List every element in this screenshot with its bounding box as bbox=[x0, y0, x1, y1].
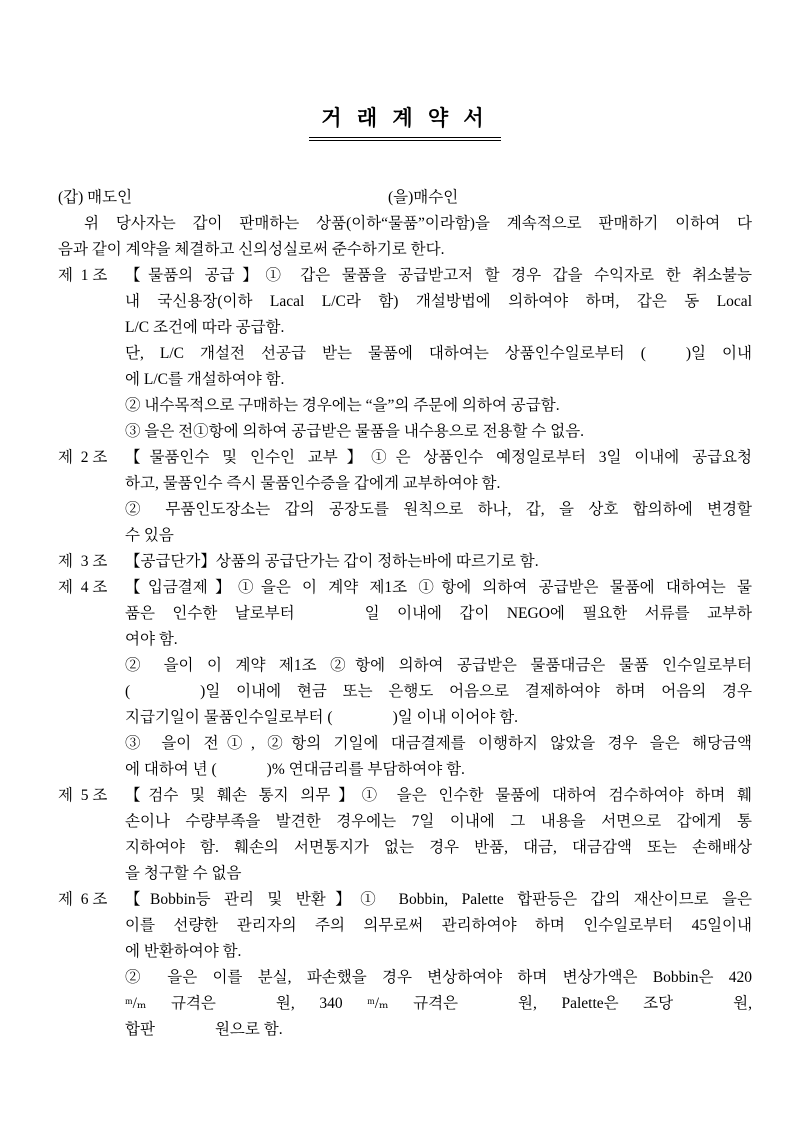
article-line: 품은 인수한 날로부터 일 이내에 갑이 NEGO에 필요한 서류를 교부하 bbox=[125, 605, 752, 622]
article bbox=[58, 887, 752, 1043]
article-number: 제 4 조 bbox=[58, 579, 108, 596]
article-body bbox=[125, 887, 752, 1043]
article-line: ② 을이 이 계약 제1조 ②항에 의하여 공급받은 물품대금은 물품 인수일로부터 bbox=[125, 657, 752, 674]
article-line: 여야 함. bbox=[125, 631, 178, 648]
intro-paragraph bbox=[58, 211, 752, 263]
article-line: 수 있음 bbox=[125, 527, 174, 544]
article-body bbox=[125, 575, 752, 783]
article-line: 【물품의 공급】① 갑은 물품을 공급받고저 할 경우 갑을 수익자로 한 취소불능 bbox=[125, 267, 752, 284]
blank-fill-in bbox=[217, 773, 267, 774]
article-line: 【Bobbin등 관리 및 반환】① Bobbin, Palette 합판등은 갑의 재산이므로 을은 bbox=[125, 891, 752, 908]
blank-fill-in bbox=[155, 1033, 215, 1034]
document-body bbox=[58, 185, 752, 1043]
article-line: 손이나 수량부족을 발견한 경우에는 7일 이내에 그 내용을 서면으로 갑에게 통 bbox=[125, 813, 752, 830]
article-line: 【물품인수 및 인수인 교부】①은 상품인수 예정일로부터 3일 이내에 공급요청 bbox=[125, 449, 752, 466]
article-body bbox=[125, 263, 752, 445]
article-number: 제 6 조 bbox=[58, 891, 108, 908]
article-body bbox=[125, 445, 752, 549]
article-line: 단, L/C 개설전 선공급 받는 물품에 대하여는 상품인수일로부터 ( )일 이내 bbox=[125, 345, 752, 362]
blank-fill-in bbox=[295, 617, 365, 618]
article-line: ③ 을이 전①, ②항의 기일에 대금결제를 이행하지 않았을 경우 을은 해당금액 bbox=[125, 735, 752, 752]
article-line: 【공급단가】상품의 공급단가는 갑이 정하는바에 따르기로 함. bbox=[125, 553, 539, 570]
blank-fill-in bbox=[646, 357, 686, 358]
article-body bbox=[125, 549, 752, 575]
article-body bbox=[125, 783, 752, 887]
article-line: 【검수 및 훼손 통지 의무】① 을은 인수한 물품에 대하여 검수하여야 하며 훼 bbox=[125, 787, 752, 804]
blank-fill-in bbox=[216, 1007, 276, 1008]
blank-fill-in bbox=[130, 695, 200, 696]
article-number: 제 1 조 bbox=[58, 267, 108, 284]
article-line: ② 내수목적으로 구매하는 경우에는 “을”의 주문에 의하여 공급함. bbox=[125, 397, 560, 414]
article-number: 제 3 조 bbox=[58, 553, 108, 570]
article-line: 합판 원으로 함. bbox=[125, 1021, 283, 1038]
article-number: 제 2 조 bbox=[58, 449, 108, 466]
party-buyer-label: (을)매수인 bbox=[388, 189, 459, 206]
article-line: 이를 선량한 관리자의 주의 의무로써 관리하여야 하며 인수일로부터 45일이내 bbox=[125, 917, 752, 934]
article-line: 에 L/C를 개설하여야 함. bbox=[125, 371, 285, 388]
blank-fill-in bbox=[458, 1007, 518, 1008]
article-line: 지급기일이 물품인수일로부터 ( )일 이내 이어야 함. bbox=[125, 709, 519, 726]
article-line: ( )일 이내에 현금 또는 은행도 어음으로 결제하여야 하며 어음의 경우 bbox=[125, 683, 752, 700]
blank-fill-in bbox=[333, 721, 393, 722]
article-line: ② 을은 이를 분실, 파손했을 경우 변상하여야 하며 변상가액은 Bobbin은 420 bbox=[125, 969, 752, 986]
article-line: ② 무품인도장소는 갑의 공장도를 원칙으로 하나, 갑, 을 상호 합의하에 변경할 bbox=[125, 501, 752, 518]
article-line: 【입금결제】①을은 이 계약 제1조 ①항에 의하여 공급받은 물품에 대하여는 물 bbox=[125, 579, 752, 596]
title-block bbox=[58, 102, 752, 141]
intro-line: 음과 같이 계약을 체결하고 신의성실로써 준수하기로 한다. bbox=[58, 241, 445, 258]
article-line: 을 청구할 수 없음 bbox=[125, 865, 242, 882]
article-line: ③ 을은 전①항에 의하여 공급받은 물품을 내수용으로 전용할 수 없음. bbox=[125, 423, 585, 440]
article-line: 내 국신용장(이하 Lacal L/C라 함) 개설방법에 의하여야 하며, 갑은 동 Local bbox=[125, 293, 752, 310]
article-line: 하고, 물품인수 즉시 물품인수증을 갑에게 교부하여야 함. bbox=[125, 475, 501, 492]
article-number: 제 5 조 bbox=[58, 787, 108, 804]
article bbox=[58, 783, 752, 887]
party-seller-label: (갑) 매도인 bbox=[58, 189, 133, 206]
document-title: 거 래 계 약 서 bbox=[309, 102, 500, 141]
article bbox=[58, 445, 752, 549]
blank-fill-in bbox=[673, 1007, 733, 1008]
article-line: 에 대하여 년 ( )% 연대금리를 부담하여야 함. bbox=[125, 761, 465, 778]
parties-line bbox=[58, 185, 752, 211]
article-line: 지하여야 함. 훼손의 서면통지가 없는 경우 반품, 대금, 대금감액 또는 손해배상 bbox=[125, 839, 752, 856]
article-line: L/C 조건에 따라 공급함. bbox=[125, 319, 285, 336]
article-line: 에 반환하여야 함. bbox=[125, 943, 242, 960]
intro-line: 위 당사자는 갑이 판매하는 상품(이하“물품”이라함)을 계속적으로 판매하기 이하여 다 bbox=[84, 215, 752, 232]
articles-list bbox=[58, 263, 752, 1043]
article bbox=[58, 263, 752, 445]
article bbox=[58, 575, 752, 783]
article-line: ᵐ/ₘ 규격은 원, 340 ᵐ/ₘ 규격은 원, Palette은 조당 원, bbox=[125, 995, 752, 1012]
article bbox=[58, 549, 752, 575]
